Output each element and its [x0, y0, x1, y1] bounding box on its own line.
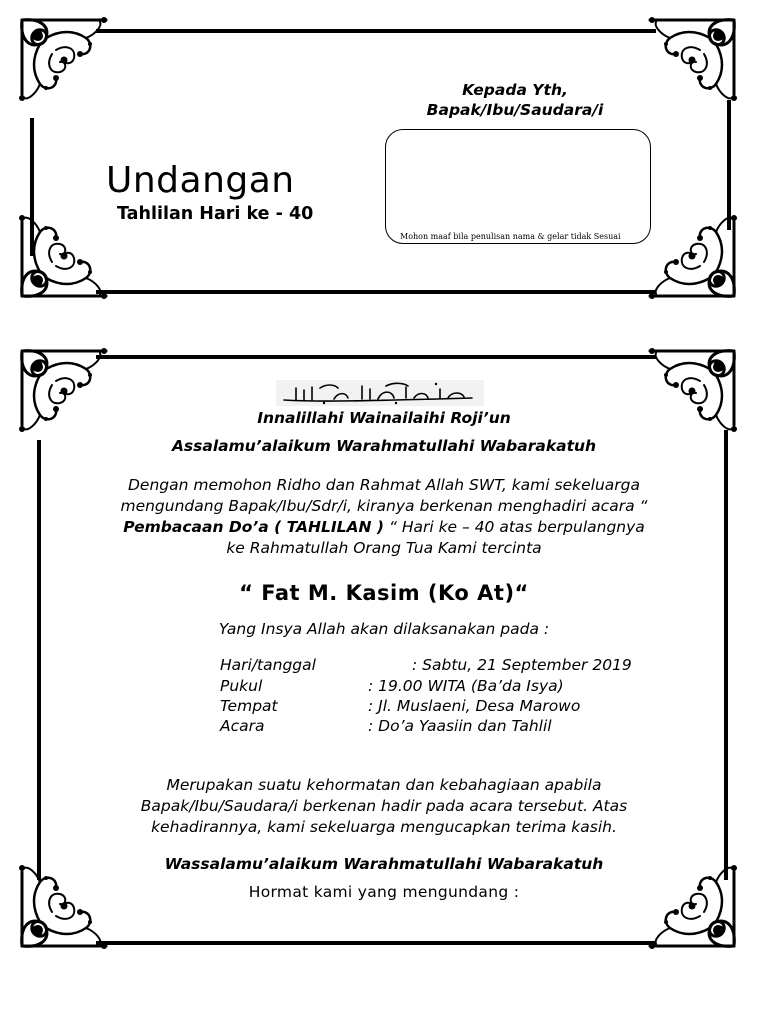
envelope-top-border — [96, 29, 656, 33]
schedule-label: Pukul — [220, 677, 263, 695]
envelope-bottom-border — [96, 290, 656, 294]
intro-line-rest: “ Hari ke – 40 atas berpulangnya — [383, 518, 645, 536]
closing-line: Merupakan suatu kehormatan dan kebahagiaan apabila — [166, 776, 602, 794]
recipient-heading-line: Bapak/Ibu/Saudara/i — [426, 101, 604, 119]
corner-ornament-icon — [640, 210, 740, 302]
schedule-row — [220, 717, 552, 735]
corner-ornament-icon — [16, 860, 116, 952]
intro-line: mengundang Bapak/Ibu/Sdr/i, kiranya berkenan menghadiri acara “ — [120, 497, 648, 515]
invitation-subtitle: Tahlilan Hari ke - 40 — [117, 204, 314, 224]
schedule-value: : Sabtu, 21 September 2019 — [412, 656, 632, 674]
salam-opening: Assalamu’alaikum Warahmatullahi Wabarakatuh — [171, 437, 597, 455]
opening-greeting: Innalillahi Wainailaihi Roji’un — [257, 409, 511, 427]
schedule-value: : Do’a Yaasiin dan Tahlil — [368, 717, 552, 735]
signature-intro: Hormat kami yang mengundang : — [248, 883, 520, 901]
schedule-intro: Yang Insya Allah akan dilaksanakan pada : — [218, 620, 550, 638]
invitation-title: Undangan — [106, 160, 295, 201]
intro-paragraph — [40, 475, 728, 559]
intro-line — [40, 517, 728, 538]
invitation-top-border — [96, 355, 656, 359]
corner-ornament-icon — [16, 14, 116, 106]
salam-closing: Wassalamu’alaikum Warahmatullahi Wabarakatuh — [164, 855, 604, 873]
schedule-value: : Jl. Muslaeni, Desa Marowo — [368, 697, 581, 715]
deceased-name: “ Fat M. Kasim (Ko At)“ — [239, 581, 529, 605]
closing-line: kehadirannya, kami sekeluarga mengucapkan terima kasih. — [151, 818, 617, 836]
closing-line: Bapak/Ibu/Saudara/i berkenan hadir pada acara tersebut. Atas — [140, 797, 628, 815]
address-box — [385, 129, 651, 244]
intro-line: ke Rahmatullah Orang Tua Kami tercinta — [226, 539, 542, 557]
corner-ornament-icon — [16, 210, 116, 302]
invitation-bottom-border — [96, 941, 656, 945]
intro-line: Dengan memohon Ridho dan Rahmat Allah SWT, kami sekeluarga — [128, 476, 640, 494]
schedule-row — [220, 656, 632, 674]
schedule-label: Hari/tanggal — [220, 656, 316, 674]
recipient-heading — [380, 80, 650, 120]
corner-ornament-icon — [640, 14, 740, 106]
bismillah-calligraphy-icon — [276, 380, 484, 406]
corner-ornament-icon — [640, 860, 740, 952]
schedule-label: Acara — [220, 717, 265, 735]
schedule-value: : 19.00 WITA (Ba’da Isya) — [368, 677, 564, 695]
closing-paragraph — [40, 775, 728, 838]
address-note: Mohon maaf bila penulisan nama & gelar tidak Sesuai — [400, 232, 621, 241]
event-name: Pembacaan Do’a ( TAHLILAN ) — [123, 518, 384, 536]
schedule-label: Tempat — [220, 697, 278, 715]
recipient-heading-line: Kepada Yth, — [462, 81, 568, 99]
schedule-row — [220, 697, 581, 715]
schedule-row — [220, 677, 564, 695]
